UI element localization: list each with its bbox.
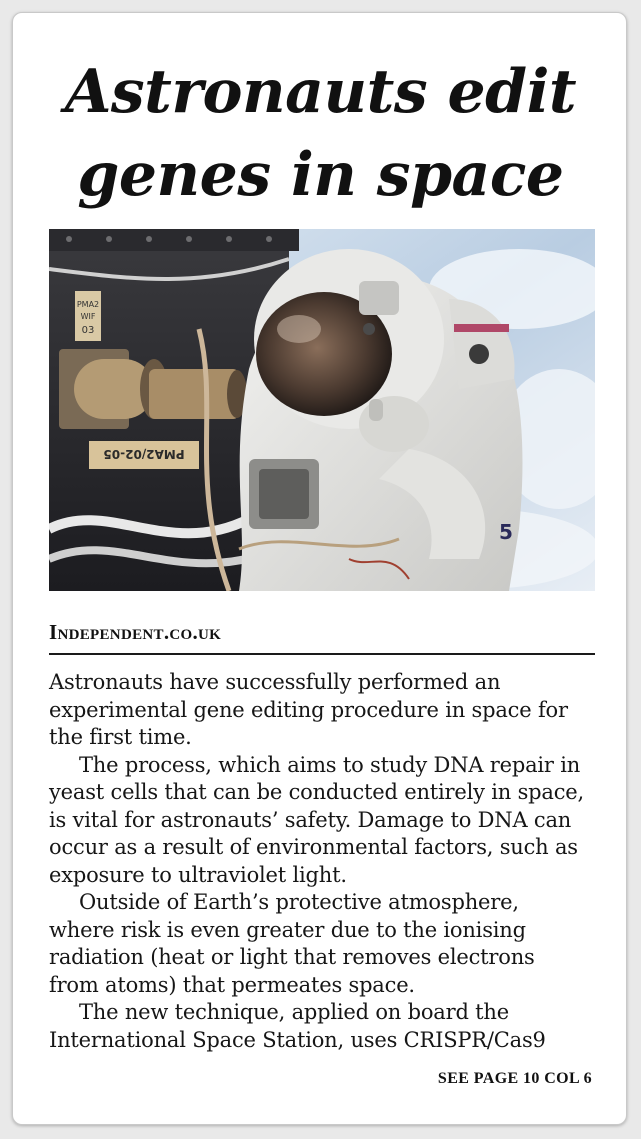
panel-label-top: PMA2 [76,300,100,309]
headline-line-1: Astronauts edit [64,57,577,127]
body-line: experimental gene editing procedure in space for [49,697,568,722]
body-line: The process, which aims to study DNA repair in [79,752,581,777]
body-line: where risk is even greater due to the ionising [49,917,526,942]
source-label: Independent.co.uk [49,620,222,644]
body-line: Outside of Earth’s protective atmosphere, [79,890,519,914]
paragraph-1 [49,669,599,752]
continuation-reference: SEE PAGE 10 COL 6 [437,1070,592,1087]
body-line: occur as a result of environmental factors, such as [49,835,578,859]
paragraph-4 [49,999,599,1054]
body-line: yeast cells that can be conducted entirely in space, [49,780,584,804]
body-line: from atoms) that permeates space. [49,972,415,997]
body-line: the first time. [49,725,192,749]
body-line: is vital for astronauts’ safety. Damage to DNA can [49,807,572,832]
article-body [49,669,599,1054]
paragraph-2 [49,752,599,890]
headline [13,51,628,217]
body-line: radiation (heat or light that removes electrons [49,945,535,969]
body-line: exposure to ultraviolet light. [49,862,347,887]
body-line: The new technique, applied on board the [79,1000,509,1024]
headline-line-2: genes in space [77,140,564,210]
astronaut-photo [49,229,595,591]
suit-number: 5 [499,520,513,544]
panel-label-plate: PMA2/02-05 [103,447,185,461]
body-line: International Space Station, uses CRISPR/Cas9 [49,1027,546,1052]
panel-label-mid: WIF [80,312,96,321]
panel-label-num: 03 [81,325,95,336]
article-card [12,12,627,1125]
paragraph-3 [49,889,599,999]
divider-rule [49,653,595,655]
body-line: Astronauts have successfully performed an [49,670,501,694]
